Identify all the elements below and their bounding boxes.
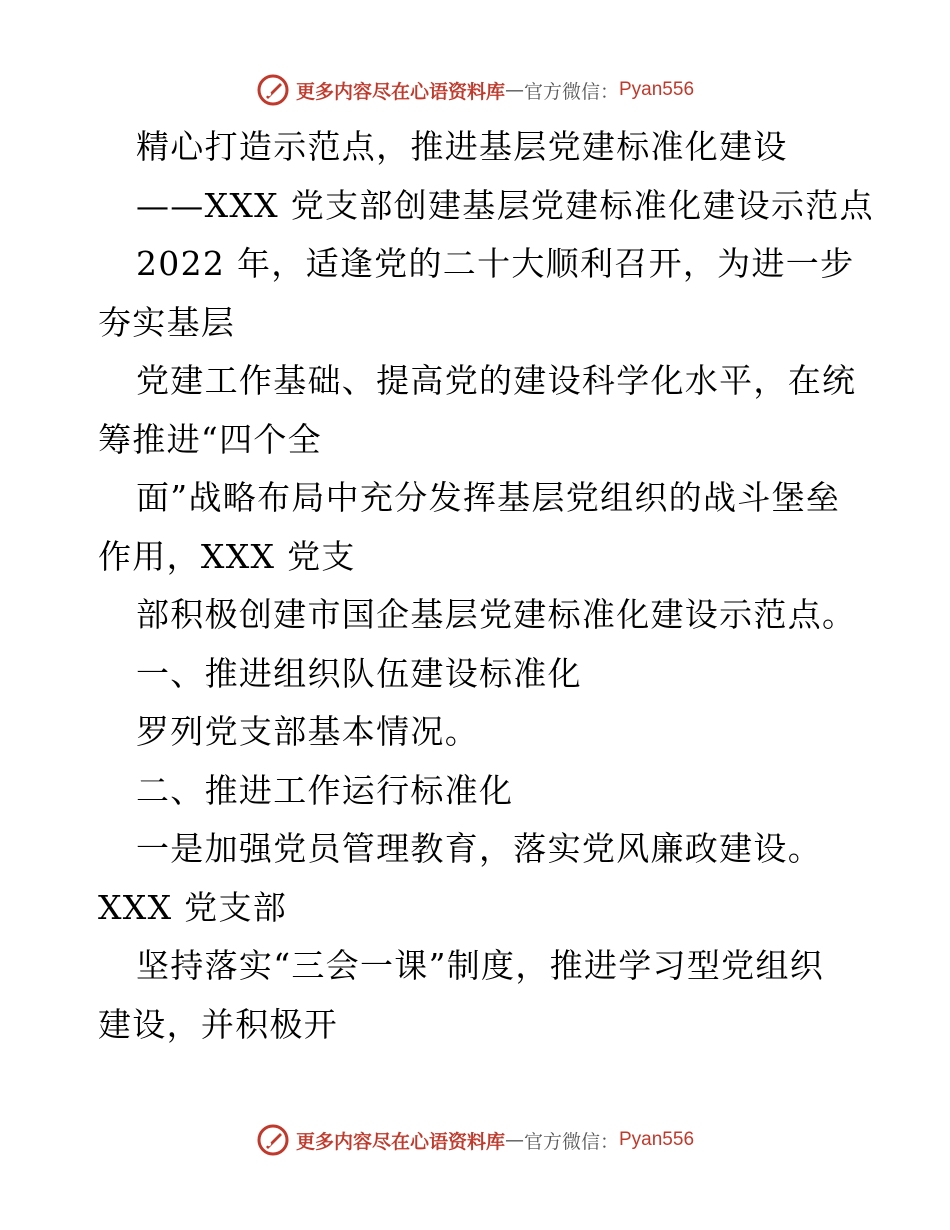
banner-separator: —	[504, 79, 524, 101]
paragraph-line: 筹推进“四个全	[98, 419, 322, 459]
paragraph-line: 面”战略布局中充分发挥基层党组织的战斗堡垒	[136, 478, 841, 517]
banner-official-label: 官方微信：	[523, 80, 619, 103]
banner-separator: —	[504, 1129, 524, 1151]
pen-nib-logo-icon	[256, 1123, 290, 1157]
banner-account: Pyan556	[619, 1129, 695, 1150]
banner-brand: 更多内容尽在心语资料库	[295, 1130, 505, 1153]
paragraph-line: 坚持落实“三会一课”制度，推进学习型党组织	[136, 946, 825, 985]
paragraph-line: 一是加强党员管理教育，落实党风廉政建设。	[136, 829, 822, 868]
document-subtitle: ——XXX 党支部创建基层党建标准化建设示范点	[136, 185, 874, 225]
paragraph-line: 2022 年，适逢党的二十大顺利召开，为进一步	[136, 244, 855, 283]
section-heading: 二、推进工作运行标准化	[136, 770, 514, 810]
section-heading: 一、推进组织队伍建设标准化	[136, 653, 582, 693]
paragraph-line: 夯实基层	[98, 302, 236, 342]
banner-account: Pyan556	[619, 79, 695, 100]
document-title: 精心打造示范点，推进基层党建标准化建设	[136, 127, 788, 166]
paragraph-line: 建设，并积极开	[98, 1004, 339, 1044]
banner-official-label: 官方微信：	[523, 1130, 619, 1153]
footer-banner	[0, 1120, 950, 1160]
document-body	[98, 118, 874, 1054]
banner-brand: 更多内容尽在心语资料库	[295, 80, 505, 103]
paragraph-line: 作用，XXX 党支	[98, 536, 356, 576]
header-banner	[0, 70, 950, 110]
pen-nib-logo-icon	[256, 73, 290, 107]
paragraph-line: 罗列党支部基本情况。	[136, 712, 479, 751]
paragraph-line: XXX 党支部	[98, 887, 288, 927]
paragraph-line: 部积极创建市国企基层党建标准化建设示范点。	[136, 595, 857, 634]
paragraph-line: 党建工作基础、提高党的建设科学化水平，在统	[136, 361, 857, 400]
